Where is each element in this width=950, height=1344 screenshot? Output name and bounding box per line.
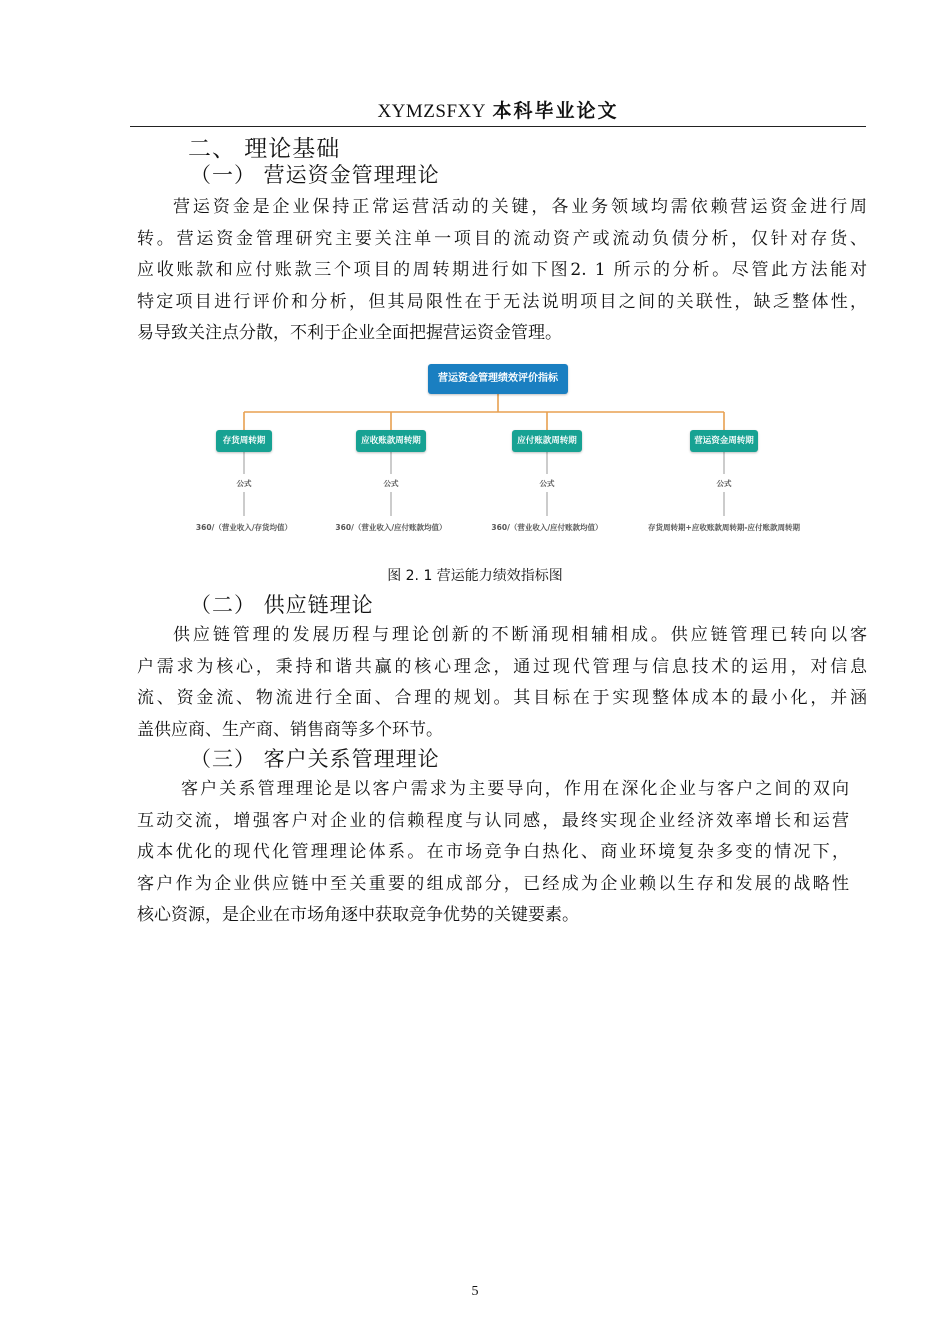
chart-node-working-capital: 营运资金周转期 xyxy=(690,430,758,452)
paragraph-line: 特定项目进行评价和分析，但其局限性在于无法说明项目之间的关联性，缺乏整体性， xyxy=(137,291,867,312)
paragraph-3 xyxy=(137,774,849,932)
formula-text: 360/（营业收入/应付账款均值） xyxy=(491,523,603,532)
chart-root-node: 营运资金管理绩效评价指标 xyxy=(428,364,568,394)
paragraph-line: 客户作为企业供应链中至关重要的组成部分，已经成为企业赖以生存和发展的战略性 xyxy=(137,873,849,894)
paragraph-1 xyxy=(137,192,867,350)
section-heading-3: （三） 客户关系管理理论 xyxy=(190,747,440,771)
section-heading-1: （一） 营运资金管理理论 xyxy=(190,163,440,187)
formula-text: 360/（营业收入/存货均值） xyxy=(195,523,293,532)
page-number: 5 xyxy=(471,1284,479,1299)
paragraph-line: 核心资源，是企业在市场角逐中获取竞争优势的关键要素。 xyxy=(137,905,579,925)
paragraph-line: 营运资金是企业保持正常运营活动的关键，各业务领域均需依赖营运资金进行周 xyxy=(173,197,867,217)
formula-label: 公式 xyxy=(716,479,732,488)
formula-label: 公式 xyxy=(539,479,555,488)
page-header xyxy=(130,98,866,125)
chapter-heading: 二、 理论基础 xyxy=(188,136,341,162)
formula-text: 360/（营业收入/应付账款均值） xyxy=(335,523,447,532)
formula-label: 公式 xyxy=(236,479,252,488)
header-title: 本科毕业论文 xyxy=(492,100,619,122)
paragraph-2 xyxy=(137,620,867,746)
paragraph-line: 转。营运资金管理研究主要关注单一项目的流动资产或流动负债分析，仅针对存货、 xyxy=(137,228,867,249)
chart-node-payable: 应付账款周转期 xyxy=(512,430,582,452)
paragraph-line: 流、资金流、物流进行全面、合理的规划。其目标在于实现整体成本的最小化，并涵 xyxy=(137,688,867,708)
paragraph-line: 应收账款和应付账款三个项目的周转期进行如下图2. 1 所示的分析。尽管此方法能对 xyxy=(137,260,867,280)
paragraph-line: 户需求为核心，秉持和谐共赢的核心理念，通过现代管理与信息技术的运用，对信息 xyxy=(137,656,867,677)
paragraph-line: 盖供应商、生产商、销售商等多个环节。 xyxy=(137,719,443,740)
paragraph-line: 客户关系管理理论是以客户需求为主要导向，作用在深化企业与客户之间的双向 xyxy=(181,779,849,799)
figure-org-chart xyxy=(190,364,810,540)
formula-text: 存货周转期+应收账款周转期-应付账款周转期 xyxy=(648,523,800,532)
paragraph-line: 易导致关注点分散，不利于企业全面把握营运资金管理。 xyxy=(137,323,562,343)
formula-label: 公式 xyxy=(383,479,399,488)
paragraph-line: 成本优化的现代化管理理论体系。在市场竞争白热化、商业环境复杂多变的情况下， xyxy=(137,842,849,862)
figure-caption: 图 2. 1 营运能力绩效指标图 xyxy=(387,568,563,584)
section-heading-2: （二） 供应链理论 xyxy=(190,593,374,617)
paragraph-line: 供应链管理的发展历程与理论创新的不断涌现相辅相成。供应链管理已转向以客 xyxy=(173,625,867,645)
paragraph-line: 互动交流，增强客户对企业的信赖程度与认同感，最终实现企业经济效率增长和运营 xyxy=(137,810,849,831)
header-rule xyxy=(130,126,866,127)
chart-node-receivable: 应收账款周转期 xyxy=(356,430,426,452)
header-latin: XYMZSFXY xyxy=(377,101,486,122)
chart-node-inventory: 存货周转期 xyxy=(216,430,272,452)
